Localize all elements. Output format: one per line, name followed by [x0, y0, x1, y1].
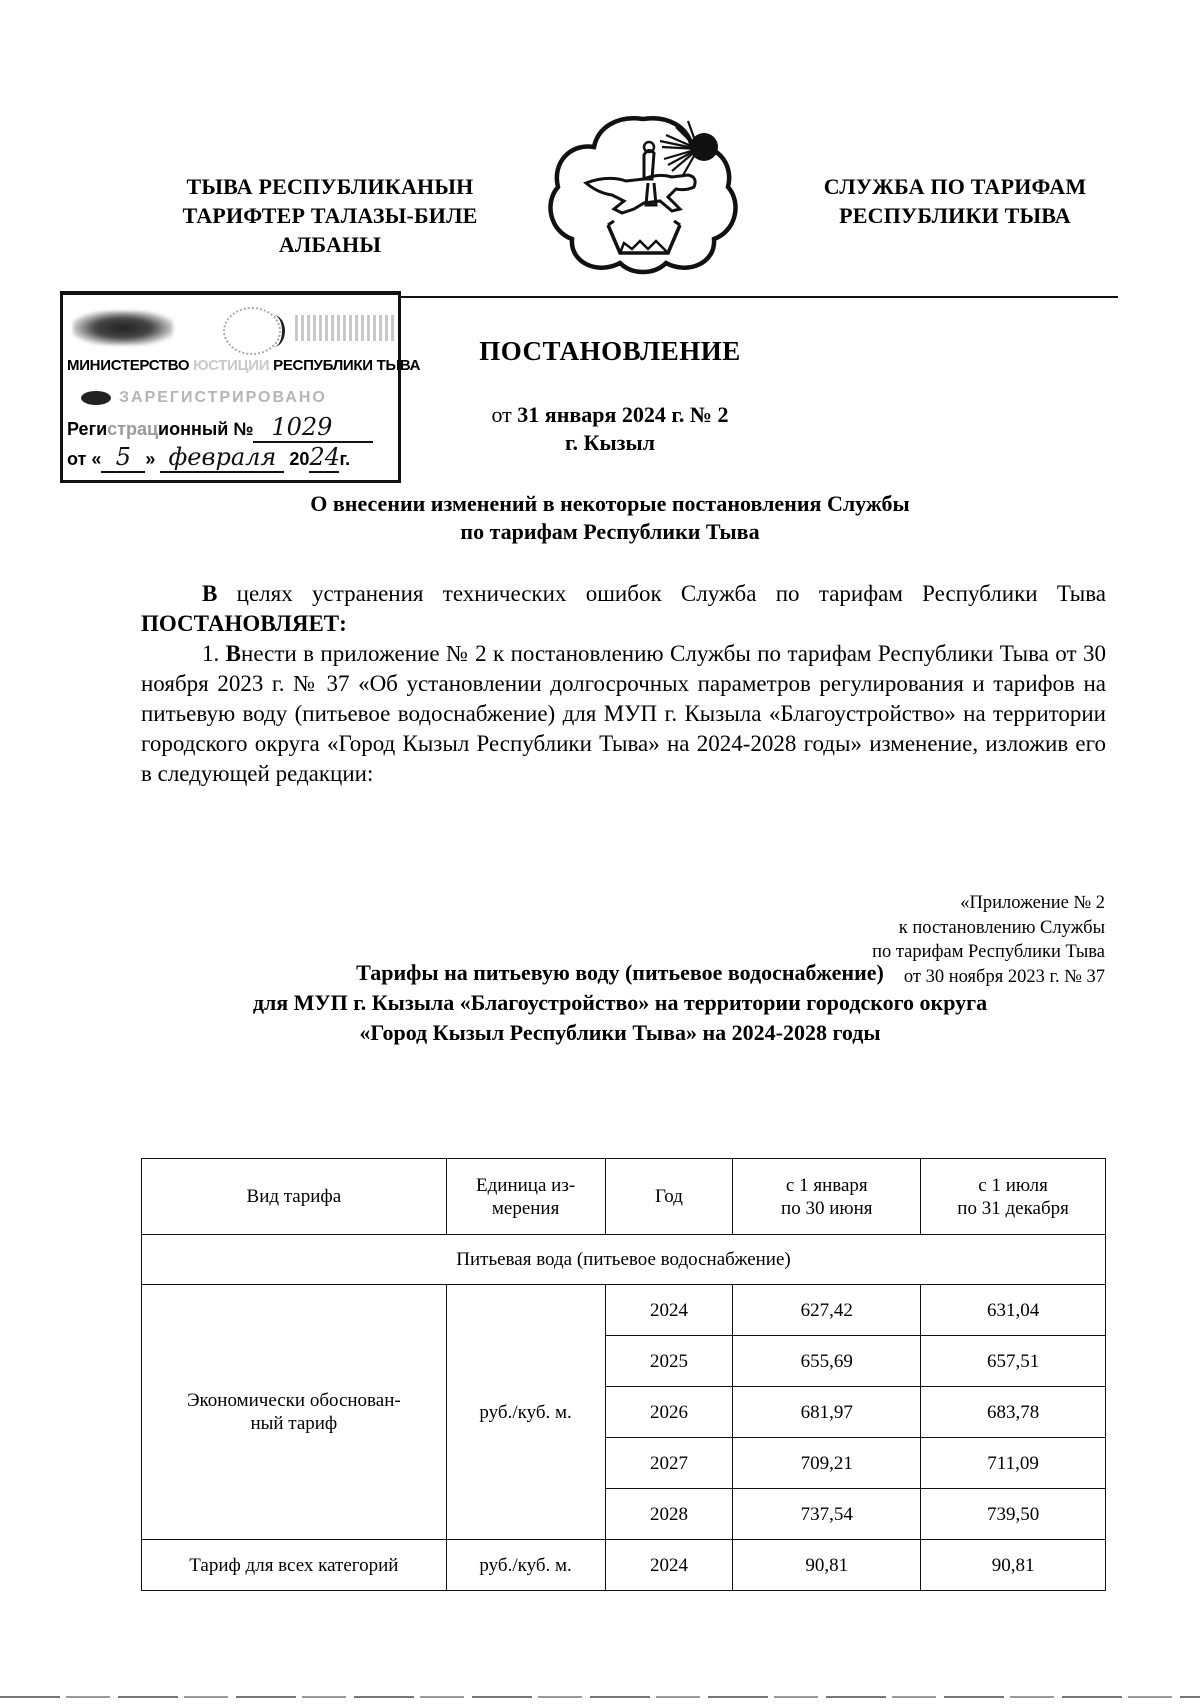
document-date: 31 января 2024 г. № 2	[517, 402, 729, 427]
appendix-line: по тарифам Республики Тыва	[872, 942, 1105, 962]
second-half-value: 657,51	[921, 1336, 1106, 1387]
table-header-row	[142, 1159, 1106, 1235]
header-divider	[360, 296, 1118, 298]
header-right-authority-name	[800, 172, 1110, 230]
unit-cell: руб./куб. м.	[446, 1540, 605, 1591]
table-title-line: для МУП г. Кызыла «Благоустройство» на территории городского округа	[252, 990, 988, 1015]
table-row	[142, 1540, 1106, 1591]
document-subject	[150, 490, 1070, 546]
table-row	[142, 1285, 1106, 1336]
header-left-line: ТАРИФТЕР ТАЛАЗЫ-БИЛЕ	[182, 203, 478, 228]
table-title-line: Тарифы на питьевую воду (питьевое водоснабжение)	[356, 960, 884, 985]
stamp-registered-label: ЗАРЕГИСТРИРОВАНО	[119, 389, 327, 406]
header-first-half-line: с 1 января	[785, 1174, 868, 1196]
header-unit	[446, 1159, 605, 1235]
stamp-ministry-text: РЕСПУБЛИКИ ТЫВА	[269, 357, 421, 374]
header-right-line: РЕСПУБЛИКИ ТЫВА	[839, 203, 1071, 228]
document-body	[141, 579, 1106, 789]
second-half-value: 739,50	[921, 1489, 1106, 1540]
first-half-value: 627,42	[733, 1285, 921, 1336]
stamp-day: 5	[115, 443, 132, 471]
stamp-smudge-mark	[73, 311, 173, 345]
first-half-value: 681,97	[733, 1387, 921, 1438]
header-first-half-line: по 30 июня	[781, 1197, 873, 1219]
stamp-ink-blot	[81, 391, 111, 405]
first-half-value: 737,54	[733, 1489, 921, 1540]
header-second-half-line: с 1 июля	[978, 1174, 1048, 1196]
header-unit-line: Единица из-	[476, 1174, 576, 1196]
document-city: г. Кызыл	[565, 430, 655, 455]
document-subject-line: О внесении изменений в некоторые постановления Службы	[310, 491, 910, 516]
appendix-line: «Приложение № 2	[960, 893, 1105, 913]
header-tariff-type: Вид тарифа	[142, 1159, 447, 1235]
tariff-type-line: ный тариф	[250, 1413, 338, 1434]
stamp-ministry-text: МИНИСТЕРСТВО	[67, 357, 190, 374]
unit-cell: руб./куб. м.	[446, 1285, 605, 1540]
stamp-reg-number-field	[253, 413, 373, 443]
header-first-half	[733, 1159, 921, 1235]
year-cell: 2028	[605, 1489, 733, 1540]
stamp-ministry-text-faded: ЮСТИЦИИ	[189, 357, 270, 374]
preamble-resolves: ПОСТАНОВЛЯЕТ:	[141, 611, 347, 636]
section-title: Питьевая вода (питьевое водоснабжение)	[142, 1235, 1106, 1285]
tariff-table-title	[130, 958, 1110, 1048]
stamp-reg-label: Реги	[67, 419, 108, 439]
stamp-registered-row	[67, 389, 327, 407]
second-half-value: 90,81	[921, 1540, 1106, 1591]
header-unit-line: мерения	[491, 1197, 560, 1219]
year-cell: 2026	[605, 1387, 733, 1438]
year-cell: 2027	[605, 1438, 733, 1489]
stamp-year: 24	[309, 443, 340, 471]
stamp-date-row	[67, 443, 350, 473]
header-year: Год	[605, 1159, 733, 1235]
document-date-prefix: от	[491, 402, 512, 427]
tariff-table	[141, 1158, 1106, 1591]
table-section-row	[142, 1235, 1106, 1285]
preamble-text: целях устранения технических ошибок Служба по тарифам Республики Тыва	[217, 581, 1106, 606]
header-right-line: СЛУЖБА ПО ТАРИФАМ	[823, 174, 1087, 199]
stamp-date-prefix: от «	[67, 449, 102, 469]
header-second-half	[921, 1159, 1106, 1235]
document-subject-line: по тарифам Республики Тыва	[460, 519, 760, 544]
stamp-month-field	[160, 443, 284, 473]
year-cell: 2024	[605, 1540, 733, 1591]
document-date-number	[420, 402, 800, 428]
stamp-day-field	[101, 443, 145, 473]
year-cell: 2025	[605, 1336, 733, 1387]
stamp-year-field	[309, 443, 339, 473]
second-half-value: 683,78	[921, 1387, 1106, 1438]
header-left-line: АЛБАНЫ	[278, 232, 382, 257]
stamp-date-quote: »	[145, 449, 156, 469]
stamp-ministry-name	[67, 357, 420, 374]
second-half-value: 631,04	[921, 1285, 1106, 1336]
tuva-coat-of-arms-icon	[548, 113, 738, 275]
header-second-half-line: по 31 декабря	[957, 1197, 1069, 1219]
tariff-type-line: Экономически обоснован-	[186, 1390, 401, 1411]
stamp-smudge-mark	[295, 315, 395, 341]
first-half-value: 709,21	[733, 1438, 921, 1489]
header-left-authority-name	[150, 172, 510, 259]
tariff-type-cell: Тариф для всех категорий	[142, 1540, 447, 1591]
appendix-line: от 30 ноября 2023 г. № 37	[903, 966, 1105, 987]
first-half-value: 90,81	[733, 1540, 921, 1591]
stamp-reg-label: ионный №	[158, 419, 254, 439]
item-initial: В	[219, 641, 242, 666]
stamp-year-suffix: г.	[339, 449, 351, 469]
item-number: 1.	[202, 641, 220, 666]
stamp-smudge	[73, 307, 393, 347]
header-left-line: ТЫВА РЕСПУБЛИКАНЫН	[186, 174, 474, 199]
stamp-year-prefix: 20	[289, 449, 310, 469]
second-half-value: 711,09	[921, 1438, 1106, 1489]
appendix-line: к постановлению Службы	[898, 917, 1105, 938]
preamble-initial: В	[202, 581, 218, 606]
document-type-title: ПОСТАНОВЛЕНИЕ	[479, 336, 741, 366]
item-text: нести в приложение № 2 к постановлению Службы по тарифам Республики Тыва от 30 ноября 2023 г. № 37 «Об установлении долгосрочных параметров регулирования и тарифов на питьевую воду (питьевое водоснабжение) для МУП г. Кызыла «Благоустройство» на территории городского округа «Город Кызыл Республики Тыва» на 2024-2028 годы» изменение, изложив его в следующей редакции:	[141, 641, 1106, 786]
stamp-reg-label-faded: страц	[107, 419, 159, 439]
stamp-registration-number-row	[67, 413, 373, 443]
year-cell: 2024	[605, 1285, 733, 1336]
body-paragraph-preamble	[141, 579, 1106, 639]
table-title-line: «Город Кызыл Республики Тыва» на 2024-2028 годы	[359, 1020, 881, 1045]
scan-edge-line	[0, 1696, 1200, 1698]
registration-stamp	[60, 291, 421, 483]
tariff-type-cell	[142, 1285, 447, 1540]
stamp-reg-number: 1029	[271, 413, 333, 441]
body-paragraph-item-1	[141, 639, 1106, 789]
first-half-value: 655,69	[733, 1336, 921, 1387]
stamp-month: февраля	[168, 443, 277, 471]
stamp-emblem-outline	[223, 307, 281, 355]
